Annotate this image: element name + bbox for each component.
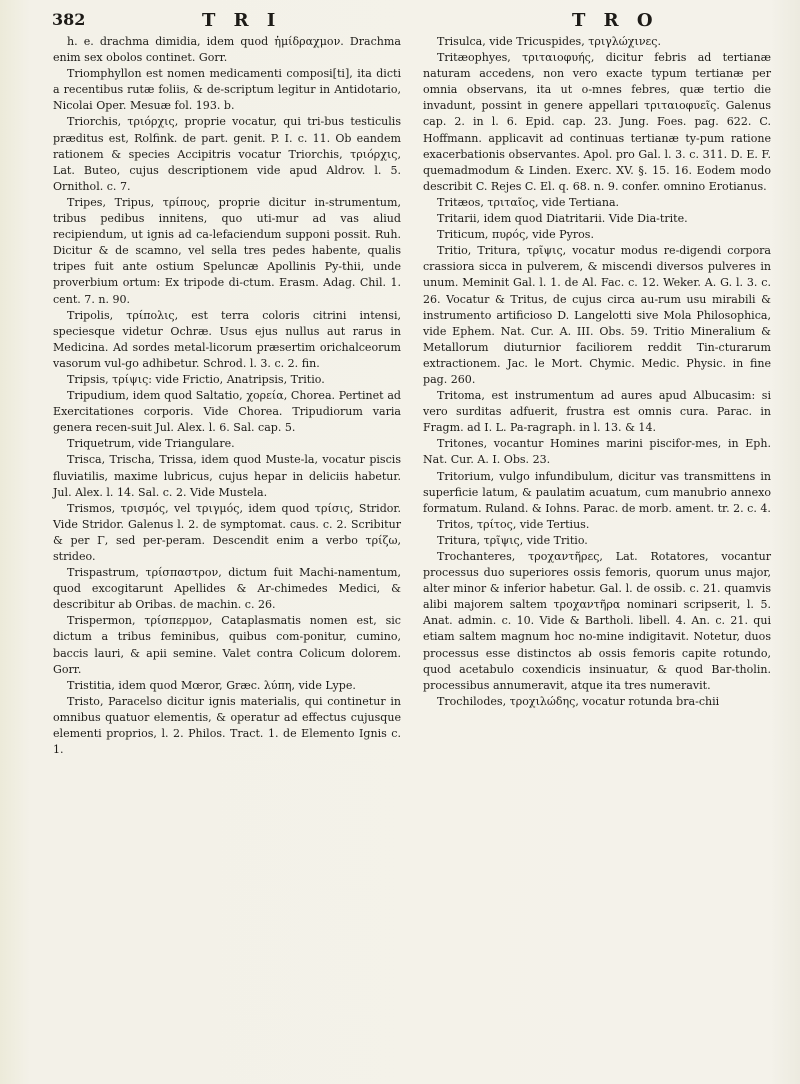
dictionary-entry: Trochanteres, τροχαντῆρες, Lat. Rotatores, vocantur processus duo superiores ossis femoris, quorum unus major, alter minor & inferior habetur. Gal. l. de ossib. c. 21. quamvis alibi majorem saltem τροχαντῆρα nominari scripserit, l. 5. Anat. admin. c. 10. Vide & Bartholi. libell. 4. An. c. 21. qui etiam saltem magnum hoc no-mine indigitavit. Notetur, duos processus esse distinctos ab ossis femoris capite rotundo, quod acetabulo coxendicis insinuatur, & quod Bar-tholin. processibus annumeravit, atque ita tres numeravit. bbox=[423, 550, 771, 692]
dictionary-entry: Tripes, Tripus, τρίπους, proprie dicitur in-strumentum, tribus pedibus innitens, quo uti-mur ad vas aliud recipiendum, ut ignis ad ca-lefaciendum supponi possit. Ruh. Dicitur & de scamno, vel sella tres pedes habente, qualis tripes fuit ante ostium Speluncæ Apollinis Py-thii, unde proverbium ortum: Ex tripode di-ctum. Erasm. Adag. Chil. 1. cent. 7. n. 90. bbox=[53, 195, 401, 306]
dictionary-entry: Trismos, τρισμός, vel τριγμός, idem quod τρίσις, Stridor. Vide Stridor. Galenus l. 2. de symptomat. caus. c. 2. Scribitur & per Γ, sed per-peram. Descendit enim a verbo τρίζω, strideo. bbox=[53, 501, 401, 563]
dictionary-entry: Triorchis, τριόρχις, proprie vocatur, qui tri-bus testiculis præditus est, Rolfink. de part. genit. P. I. c. 11. Ob eandem rationem & species Accipitris vocatur Triorchis, τριόρχις, Lat. Buteo, cujus descriptionem vide apud Aldrov. l. 5. Ornithol. c. 7. bbox=[53, 115, 401, 193]
dictionary-entry: Trisulca, vide Tricuspides, τριγλώχινες. bbox=[437, 35, 661, 48]
dictionary-entry: Tripolis, τρίπολις, est terra coloris citrini intensi, speciesque videtur Ochræ. Usus ejus nullus aut rarus in Medicina. Ad sordes metal-licorum præsertim orichalceorum vasorum vul-go adhibetur. Schrod. l. 3. c. 2. fin. bbox=[53, 308, 401, 370]
dictionary-entry: Tritio, Tritura, τρῖψις, vocatur modus re-digendi corpora crassiora sicca in pulverem, & miscendi diversos pulveres in unum. Meminit Gal. l. 1. de Al. Fac. c. 12. Weker. A. G. l. 3. c. 26. Vocatur & Tritus, de cujus circa au-rum usu mirabili & instrumento artificioso D. Langelotti sive Mola Philosophica, vide Ephem. Nat. Cur. A. III. Obs. 59. Tritio Mineralium & Metallorum diuturnior faciliorem reddit Tin-cturarum extractionem. Jac. le Mort. Chymic. Medic. Physic. in fine pag. 260. bbox=[423, 244, 771, 386]
running-head-right: T R O bbox=[572, 10, 659, 31]
dictionary-entry: Trispastrum, τρίσπαστρον, dictum fuit Machi-namentum, quod excogitarunt Apellides & Ar-chimedes Medici, & describitur ab Oribas. de machin. c. 26. bbox=[53, 566, 401, 612]
dictionary-entry: Tripudium, idem quod Saltatio, χορεία, Chorea. Pertinet ad Exercitationes corporis. Vide Chorea. Tripudiorum varia genera recen-suit Jul. Alex. l. 6. Sal. cap. 5. bbox=[53, 389, 401, 435]
page-number: 382 bbox=[52, 10, 86, 29]
dictionary-entry: Tritarii, idem quod Diatritarii. Vide Dia-trite. bbox=[437, 212, 688, 226]
dictionary-entry: Tritoma, est instrumentum ad aures apud Albucasim: si vero surditas adfuerit, frustra est omnis cura. Parac. in Fragm. ad I. L. Pa-ragraph. in l. 13. & 14. bbox=[423, 389, 771, 435]
dictionary-entry: Tristo, Paracelso dicitur ignis materialis, qui continetur in omnibus quatuor elementis, & operatur ad effectus cujusque elementi proprios, l. 2. Philos. Tract. 1. de Elemento Ignis c. 1. bbox=[53, 694, 401, 757]
dictionary-entry: Tritæos, τριταῖος, vide Tertiana. bbox=[437, 195, 620, 209]
dictionary-entry: Tritorium, vulgo infundibulum, dicitur vas transmittens in superficie latum, & paulatim acuatum, cum manubrio annexo formatum. Ruland. & Iohns. Parac. de morb. ament. tr. 2. c. 4. bbox=[423, 469, 771, 515]
running-head-left: T R I bbox=[202, 10, 282, 31]
dictionary-entry: Tristitia, idem quod Mœror, Græc. λύπη, vide Lype. bbox=[67, 678, 356, 692]
dictionary-entry: Trochilodes, τροχιλώδης, vocatur rotunda bra-chii bbox=[437, 694, 720, 708]
dictionary-entry: Tritura, τρῖψις, vide Tritio. bbox=[437, 533, 588, 547]
dictionary-entry: Trisca, Trischa, Trissa, idem quod Muste-la, vocatur piscis fluviatilis, maxime lubricus, cujus hepar in deliciis habetur. Jul. Alex. l. 14. Sal. c. 2. Vide Mustela. bbox=[53, 453, 401, 499]
dictionary-entry: Tritones, vocantur Homines marini piscifor-mes, in Eph. Nat. Cur. A. I. Obs. 23. bbox=[423, 437, 771, 467]
dictionary-entry: Tripsis, τρίψις: vide Frictio, Anatripsis, Tritio. bbox=[67, 372, 325, 386]
dictionary-entry: Triomphyllon est nomen medicamenti composi[ti], ita dicti a recentibus rutæ foliis, & de-scriptum legitur in Antidotario, Nicolai Oper. Mesuæ fol. 193. b. bbox=[53, 67, 401, 113]
dictionary-entry: Tritos, τρίτος, vide Tertius. bbox=[437, 517, 590, 531]
dictionary-entry: Trispermon, τρίσπερμον, Cataplasmatis nomen est, sic dictum a tribus feminibus, quibus com-ponitur, cumino, baccis lauri, & apii semine. Valet contra Colicum dolorem. Gorr. bbox=[53, 614, 401, 676]
dictionary-entry: Triticum, πυρός, vide Pyros. bbox=[437, 228, 594, 242]
dictionary-entry: Tritæophyes, τριταιοφυής, dicitur febris ad tertianæ naturam accedens, non vero exacte typum tertianæ per omnia observans, ita ut o-mnes febres, quæ tertio die invadunt, possint in genere appellari τριταιοφυεῖς. Galenus cap. 2. in l. 6. Epid. cap. 23. Jung. Foes. pag. 622. C. Hoffmann. applicavit ad continuas tertianæ ty-pum ratione exacerbationis observantes. Apol. pro Gal. l. 3. c. 311. D. E. F. quemadmodum & Linden. Exerc. XV. §. 15. 16. Eodem modo describit C. Rejes C. El. q. 68. n. 9. confer. omnino Erotianus. bbox=[423, 51, 771, 193]
right-column bbox=[423, 34, 771, 710]
dictionary-entry: h. e. drachma dimidia, idem quod ἡμίδραχμον. Drachma enim sex obolos continet. Gorr. bbox=[53, 35, 401, 65]
left-column bbox=[53, 34, 401, 758]
dictionary-entry: Triquetrum, vide Triangulare. bbox=[67, 437, 235, 451]
